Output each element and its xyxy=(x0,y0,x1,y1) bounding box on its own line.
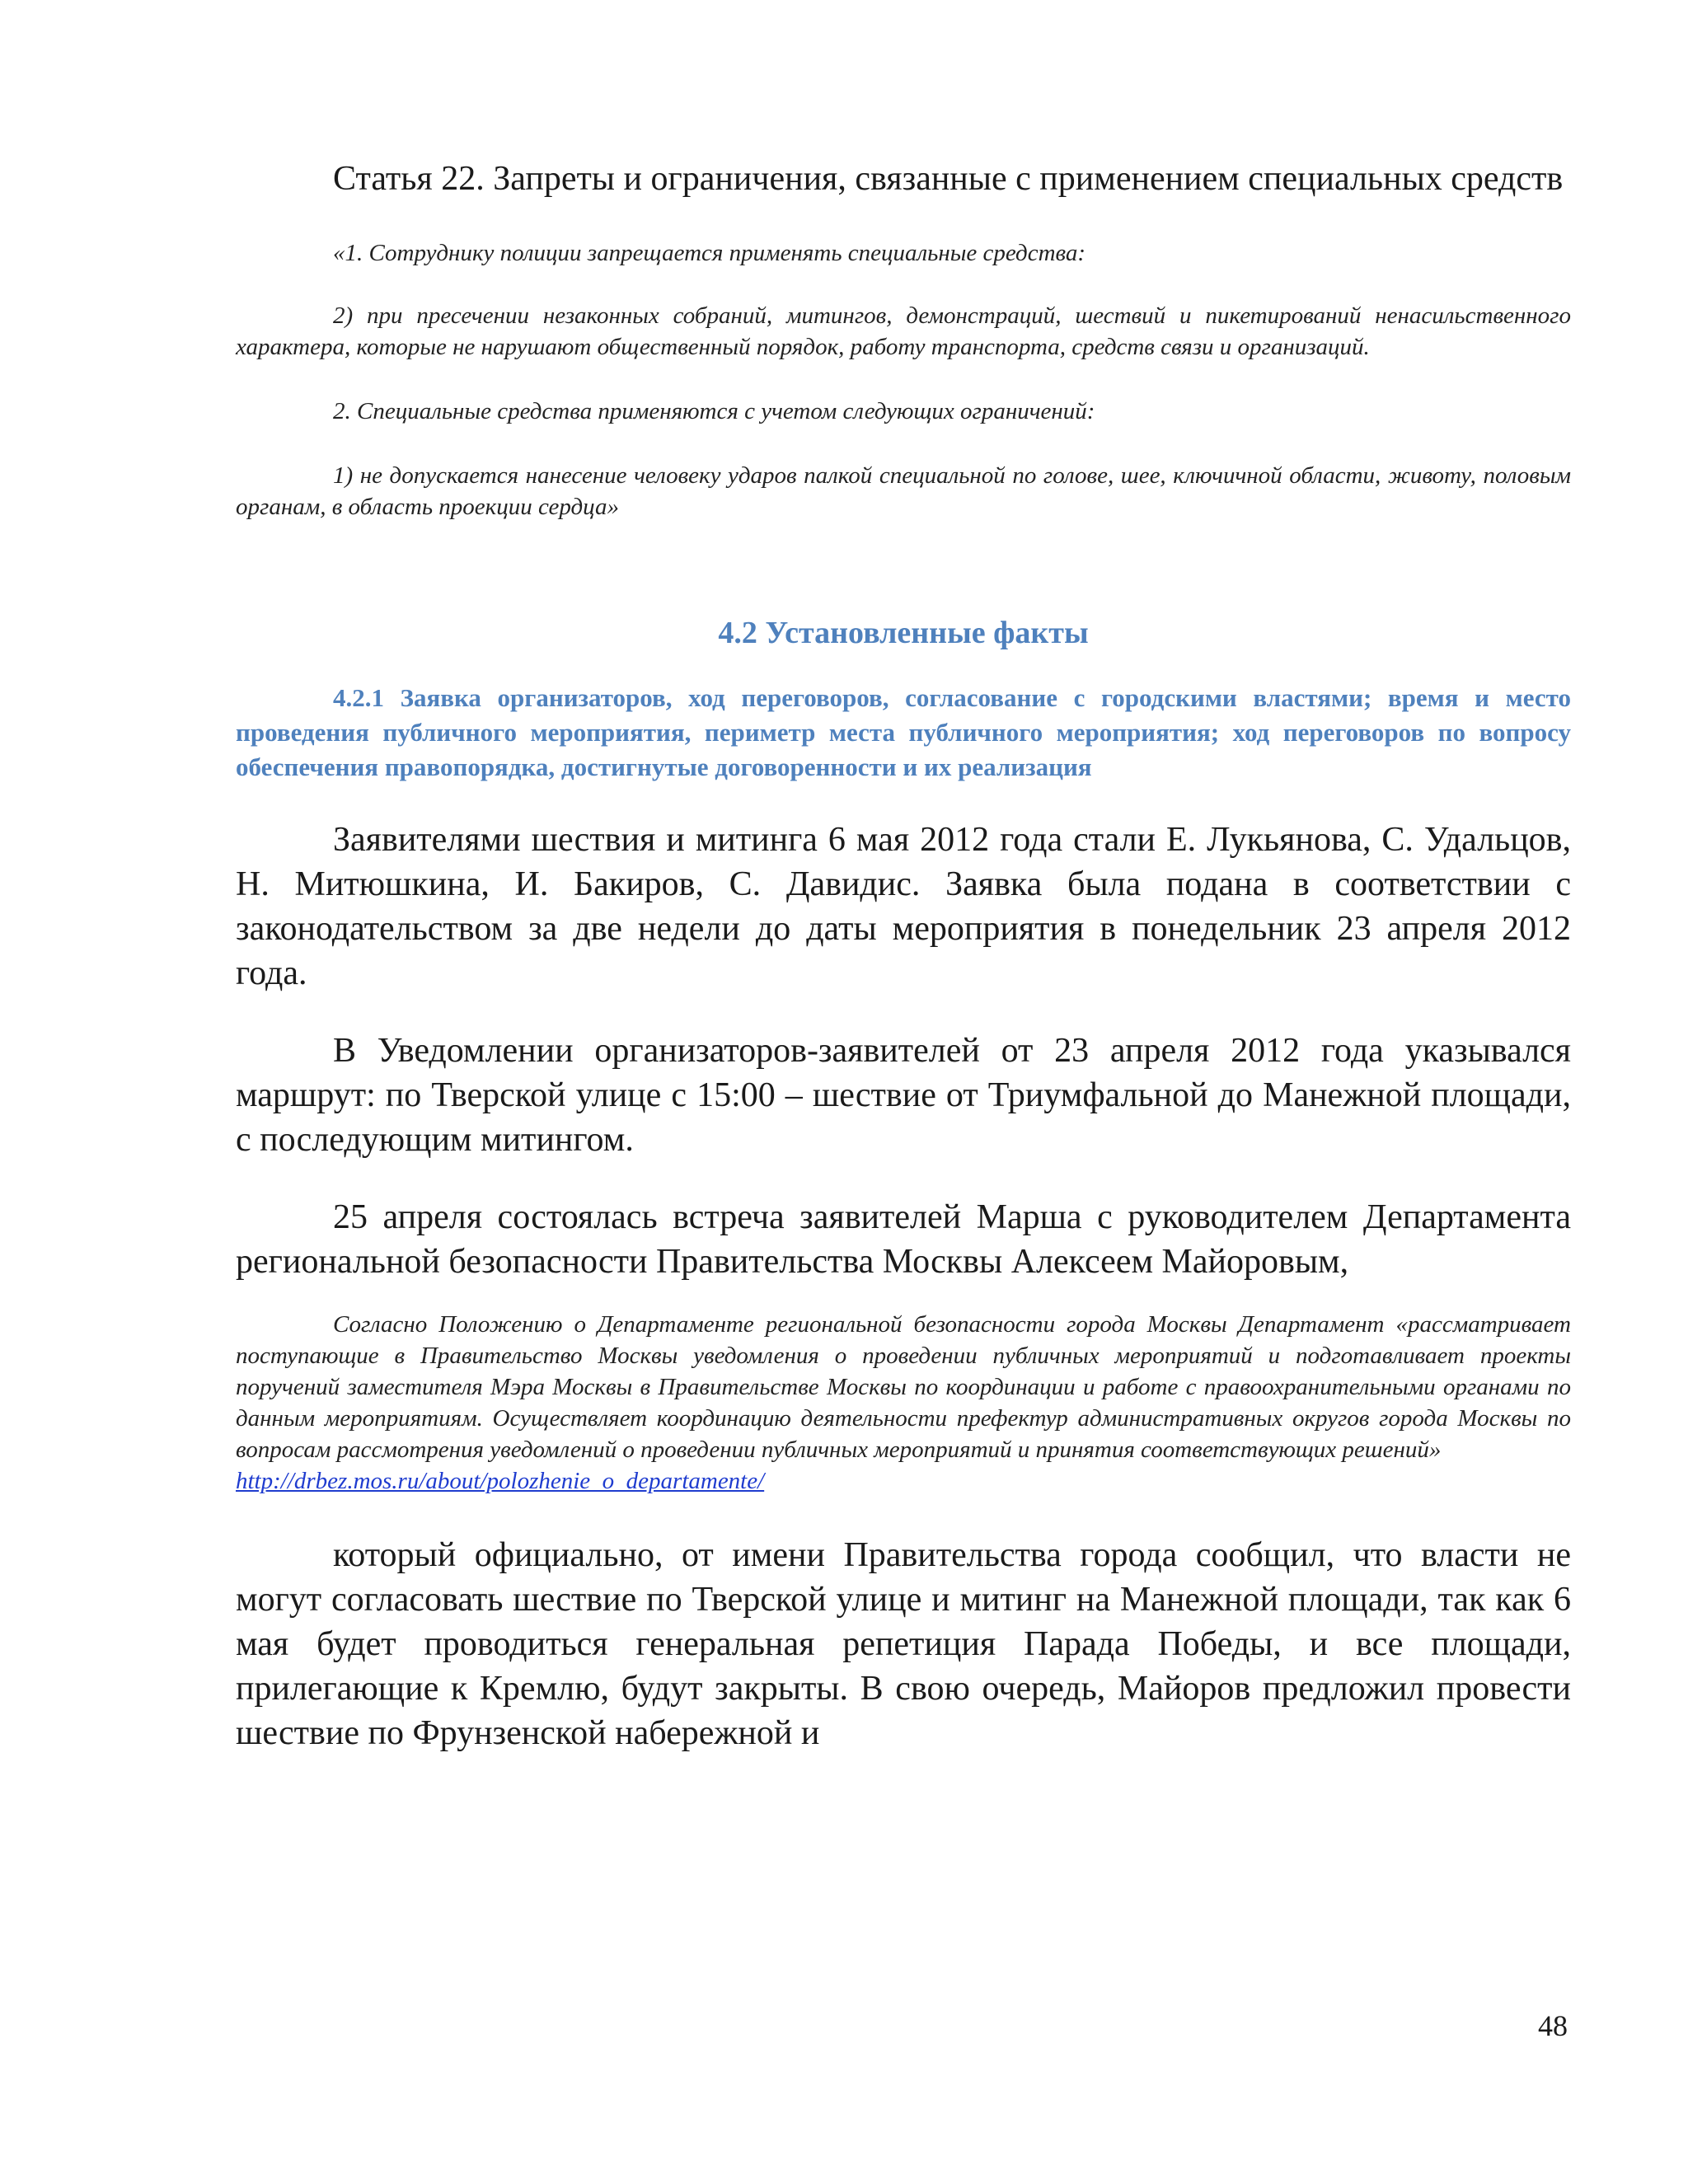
paragraph-official-statement: который официально, от имени Правительства города сообщил, что власти не могут согласовать шествие по Тверской улице и митинг на Манежной площади, так как 6 мая будет проводиться генеральная репетиция Парада Победы, и все площади, прилегающие к Кремлю, будут закрыты. В свою очередь, Майоров предложил провести шествие по Фрунзенской набережной и xyxy=(236,1536,1571,1752)
quote-paragraph-4: 1) не допускается нанесение человеку ударов палкой специальной по голове, шее, ключичной области, животу, половым органам, в область проекции сердца» xyxy=(236,462,1571,520)
paragraph-meeting: 25 апреля состоялась встреча заявителей Марша с руководителем Департамента региональной безопасности Правительства Москвы Алексеем Майоровым, xyxy=(236,1198,1571,1281)
subsection-heading: 4.2.1 Заявка организаторов, ход переговоров, согласование с городскими властями; время и место проведения публичного мероприятия, периметр места публичного мероприятия; ход переговоров по вопросу обеспечения правопорядка, достигнутые договоренности и их реализация xyxy=(236,683,1571,781)
article-title: Статья 22. Запреты и ограничения, связанные с применением специальных средств xyxy=(333,160,1564,198)
quote-paragraph-3: 2. Специальные средства применяются с учетом следующих ограничений: xyxy=(333,398,1095,424)
paragraph-notification: В Уведомлении организаторов-заявителей от 23 апреля 2012 года указывался маршрут: по Тверской улице с 15:00 – шествие от Триумфальной до Манежной площади, с последующим митингом. xyxy=(236,1032,1571,1159)
quote-paragraph-2: 2) при пресечении незаконных собраний, митингов, демонстраций, шествий и пикетирований ненасильственного характера, которые не нарушают общественный порядок, работу транспорта, средств связи и организаций. xyxy=(236,302,1571,360)
note-regulation xyxy=(236,1309,1571,1497)
regulation-link[interactable]: http://drbez.mos.ru/about/polozhenie_o_departamente/ xyxy=(236,1468,765,1494)
note-text: Согласно Положению о Департаменте региональной безопасности города Москвы Департамент «рассматривает поступающие в Правительство Москвы уведомления о проведении публичных мероприятий и подготавливает проекты поручений заместителя Мэра Москвы в Правительстве Москвы по координации и работе с правоохранительными органами по данным мероприятиям. Осуществляет координацию деятельности префектур административных округов города Москвы по вопросам рассмотрения уведомлений о проведении публичных мероприятий и принятия соответствующих решений» xyxy=(236,1311,1571,1463)
section-heading: 4.2 Установленные факты xyxy=(718,616,1089,650)
document-page xyxy=(236,157,1571,1755)
page-number: 48 xyxy=(1538,2009,1568,2042)
paragraph-applicants: Заявителями шествия и митинга 6 мая 2012 года стали Е. Лукьянова, С. Удальцов, Н. Митюшкина, И. Бакиров, С. Давидис. Заявка была подана в соответствии с законодательством за две недели до даты мероприятия в понедельник 23 апреля 2012 года. xyxy=(236,821,1571,992)
quote-paragraph-1: «1. Сотруднику полиции запрещается применять специальные средства: xyxy=(333,240,1086,266)
